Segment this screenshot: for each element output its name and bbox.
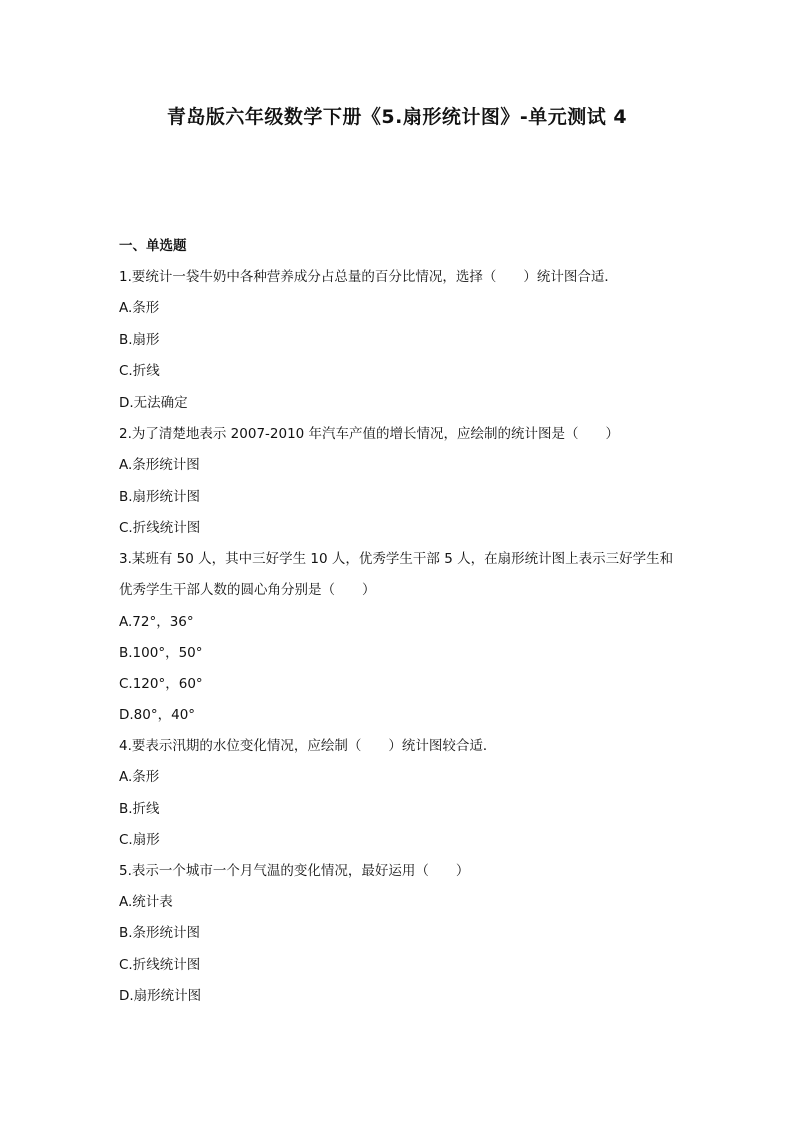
question-5-option-b: B.条形统计图	[119, 925, 201, 941]
question-3-line-1: 3.某班有 50 人，其中三好学生 10 人，优秀学生干部 5 人，在扇形统计图上表示三好学生和	[119, 551, 674, 567]
question-1-option-a: A.条形	[119, 300, 160, 316]
question-2-option-c: C.折线统计图	[119, 520, 201, 536]
question-3-option-c: C.120°，60°	[119, 676, 203, 692]
page-title: 青岛版六年级数学下册《5.扇形统计图》-单元测试 4	[166, 106, 628, 128]
question-3-option-b: B.100°，50°	[119, 645, 203, 661]
question-4-option-b: B.折线	[119, 801, 160, 817]
question-4-option-a: A.条形	[119, 769, 160, 785]
question-4-option-c: C.扇形	[119, 832, 160, 848]
question-1: 1.要统计一袋牛奶中各种营养成分占总量的百分比情况，选择（ ）统计图合适．	[119, 269, 618, 285]
question-2-option-b: B.扇形统计图	[119, 489, 201, 505]
question-1-option-d: D.无法确定	[119, 395, 188, 411]
section-title: 一、单选题	[119, 238, 187, 254]
question-5: 5.表示一个城市一个月气温的变化情况，最好运用（ ）	[119, 863, 470, 879]
question-2: 2.为了清楚地表示 2007-2010 年汽车产值的增长情况，应绘制的统计图是（ ）	[119, 426, 620, 442]
question-5-option-a: A.统计表	[119, 894, 173, 910]
question-5-option-d: D.扇形统计图	[119, 988, 202, 1004]
question-4: 4.要表示汛期的水位变化情况，应绘制（ ）统计图较合适．	[119, 738, 497, 754]
question-3-option-a: A.72°，36°	[119, 614, 194, 630]
question-1-option-b: B.扇形	[119, 332, 160, 348]
question-5-option-c: C.折线统计图	[119, 957, 201, 973]
question-2-option-a: A.条形统计图	[119, 457, 200, 473]
question-3-option-d: D.80°，40°	[119, 707, 196, 723]
question-3-line-2: 优秀学生干部人数的圆心角分别是（ ）	[119, 582, 376, 598]
question-1-option-c: C.折线	[119, 363, 160, 379]
